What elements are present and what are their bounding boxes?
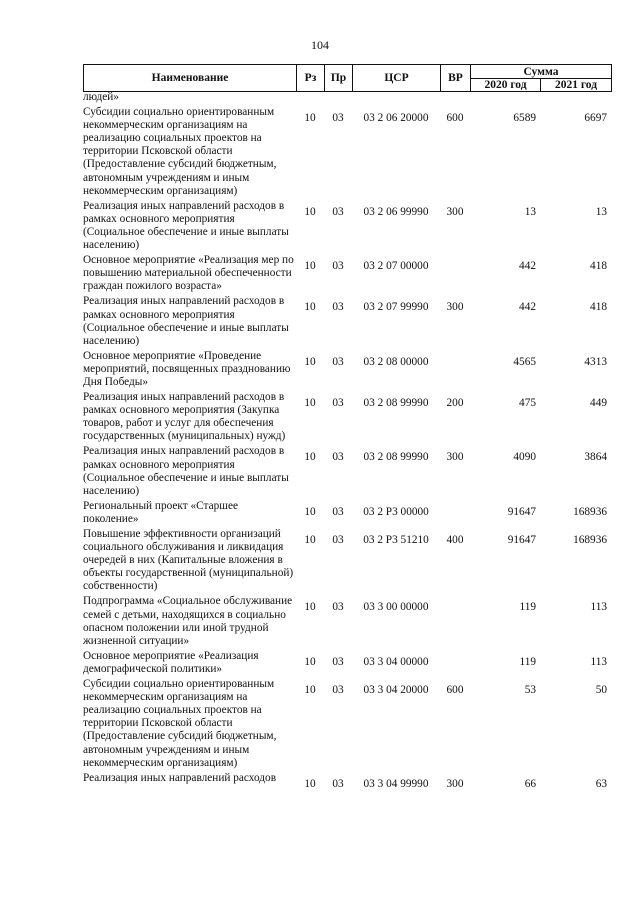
cell-rz: 10 xyxy=(304,397,316,410)
header-sum: Сумма xyxy=(471,65,612,79)
cell-vr: 300 xyxy=(446,451,464,464)
cell-vr: 600 xyxy=(446,684,464,697)
cell-pr: 03 xyxy=(332,260,344,273)
table-row xyxy=(83,391,611,445)
cell-rz: 10 xyxy=(304,655,316,668)
cell-y2: 418 xyxy=(590,301,607,314)
cell-name: Повышение эффективности организаций социального обслуживания и ликвидация очередей в них (Капитальные вложения в объекты государственной (муниципальной) собственности) xyxy=(83,528,294,593)
table-row xyxy=(83,350,611,391)
table-row xyxy=(83,295,611,349)
cell-rz: 10 xyxy=(304,451,316,464)
cell-pr: 03 xyxy=(332,505,344,518)
cell-name: Субсидии социально ориентированным некоммерческим организациям на реализацию социальных проектов на территории Псковской области (Предоставление субсидий бюджетным, автономным учреждениям и иным некоммерческим организациям) xyxy=(83,678,277,769)
cell-pr: 03 xyxy=(332,451,344,464)
cell-csr: 03 2 06 99990 xyxy=(363,205,429,218)
cell-name: Реализация иных направлений расходов в рамках основного мероприятия (Социальное обеспечение и иные выплаты населению) xyxy=(83,295,289,347)
cell-y1: 91647 xyxy=(507,505,536,518)
table-row xyxy=(83,445,611,499)
cell-pr xyxy=(324,91,352,106)
cell-pr: 03 xyxy=(332,684,344,697)
cell-y1: 91647 xyxy=(507,534,536,546)
cell-name: Подпрограмма «Социальное обслуживание семей с детьми, находящихся в социально опасном положении или иной трудной жизненной ситуации» xyxy=(83,595,293,647)
cell-csr: 03 3 04 99990 xyxy=(363,777,429,790)
cell-csr: 03 2 08 00000 xyxy=(363,355,429,368)
table-row xyxy=(83,106,611,200)
cell-name: Реализация иных направлений расходов в рамках основного мероприятия (Социальное обеспечение и иные выплаты населению) xyxy=(83,445,289,497)
cell-y1: 442 xyxy=(519,260,536,273)
cell-vr: 400 xyxy=(446,534,464,546)
cell-pr: 03 xyxy=(332,534,344,546)
cell-y2 xyxy=(540,91,611,106)
cell-csr: 03 2 P3 51210 xyxy=(363,534,429,546)
cell-rz: 10 xyxy=(304,260,316,273)
cell-y2: 418 xyxy=(590,260,607,273)
header-vr: ВР xyxy=(441,65,471,92)
cell-pr: 03 xyxy=(332,397,344,410)
header-year-2020: 2020 год xyxy=(471,79,541,92)
cell-csr: 03 3 04 00000 xyxy=(363,655,429,668)
cell-vr xyxy=(440,595,470,649)
table-row xyxy=(83,595,611,649)
cell-y1: 442 xyxy=(519,301,536,314)
cell-rz: 10 xyxy=(304,505,316,518)
cell-vr: 300 xyxy=(446,205,464,218)
table-row xyxy=(83,650,611,678)
header-csr: ЦСР xyxy=(353,65,441,92)
cell-y2: 113 xyxy=(590,601,607,614)
cell-csr: 03 3 04 20000 xyxy=(363,684,429,697)
table-row xyxy=(83,91,611,106)
cell-csr: 03 2 08 99990 xyxy=(363,451,429,464)
header-name: Наименование xyxy=(84,65,297,92)
header-rz: Рз xyxy=(297,65,325,92)
cell-y2: 3864 xyxy=(584,451,607,464)
cell-y2: 13 xyxy=(595,205,607,218)
cell-y2: 449 xyxy=(590,397,607,410)
cell-name: Реализация иных направлений расходов xyxy=(83,771,277,784)
cell-rz: 10 xyxy=(304,534,316,546)
cell-vr: 300 xyxy=(446,777,464,790)
cell-pr: 03 xyxy=(332,205,344,218)
cell-y2: 168936 xyxy=(573,505,607,518)
cell-vr xyxy=(440,254,470,295)
cell-name: Реализация иных направлений расходов в рамках основного мероприятия (Закупка товаров, работ и услуг для обеспечения государственных (муниципальных) нужд) xyxy=(83,391,286,443)
cell-csr: 03 3 00 00000 xyxy=(363,601,429,614)
cell-rz: 10 xyxy=(304,684,316,697)
cell-rz: 10 xyxy=(304,601,316,614)
cell-y2: 113 xyxy=(590,655,607,668)
budget-table xyxy=(83,91,611,793)
cell-name: Реализация иных направлений расходов в рамках основного мероприятия (Социальное обеспечение и иные выплаты населению) xyxy=(83,199,289,252)
cell-y2: 63 xyxy=(595,777,607,790)
cell-vr: 600 xyxy=(446,112,464,125)
cell-vr xyxy=(440,350,470,391)
table-row xyxy=(83,200,611,254)
cell-name: Региональный проект «Старшее поколение» xyxy=(83,499,239,525)
cell-name: Основное мероприятие «Реализация мер по повышению материальной обеспеченности граждан пожилого возраста» xyxy=(83,254,294,293)
cell-y1 xyxy=(470,91,540,106)
header-pr: Пр xyxy=(325,65,353,92)
cell-y1: 475 xyxy=(519,397,536,410)
cell-pr: 03 xyxy=(332,655,344,668)
cell-pr: 03 xyxy=(332,301,344,314)
cell-y2: 4313 xyxy=(584,355,607,368)
cell-y2: 50 xyxy=(595,684,607,697)
cell-name: Основное мероприятие «Реализация демографической политики» xyxy=(83,649,259,675)
table-row xyxy=(83,500,611,528)
cell-pr: 03 xyxy=(332,112,344,125)
cell-rz: 10 xyxy=(304,777,316,790)
page-number: 104 xyxy=(311,38,329,52)
cell-y1: 4565 xyxy=(513,355,536,368)
cell-csr: 03 2 07 99990 xyxy=(363,301,429,314)
table-row xyxy=(83,254,611,295)
cell-csr xyxy=(352,91,440,106)
cell-vr: 200 xyxy=(446,397,464,410)
cell-vr: 300 xyxy=(446,301,464,314)
cell-csr: 03 2 07 00000 xyxy=(363,260,429,273)
cell-name: людей» xyxy=(83,91,119,103)
cell-vr xyxy=(440,650,470,678)
cell-y1: 119 xyxy=(519,655,536,668)
cell-y1: 119 xyxy=(519,601,536,614)
cell-y1: 4090 xyxy=(513,451,536,464)
cell-y1: 6589 xyxy=(513,112,536,125)
cell-y1: 66 xyxy=(524,777,536,790)
table-row xyxy=(83,528,611,595)
cell-rz: 10 xyxy=(304,112,316,125)
header-year-2021: 2021 год xyxy=(541,79,612,92)
cell-rz: 10 xyxy=(304,301,316,314)
cell-pr: 03 xyxy=(332,355,344,368)
cell-name: Субсидии социально ориентированным некоммерческим организациям на реализацию социальных проектов на территории Псковской области (Предоставление субсидий бюджетным, автономным учреждениям и иным некоммерческим организациям) xyxy=(83,106,277,197)
cell-y2: 168936 xyxy=(573,534,607,546)
cell-vr xyxy=(440,91,470,106)
cell-csr: 03 2 08 99990 xyxy=(363,397,429,410)
cell-pr: 03 xyxy=(332,601,344,614)
table-row xyxy=(83,678,611,772)
cell-pr: 03 xyxy=(332,777,344,790)
table-header xyxy=(83,64,612,92)
table-row xyxy=(83,772,611,793)
cell-rz: 10 xyxy=(304,355,316,368)
cell-y1: 53 xyxy=(524,684,536,697)
cell-y2: 6697 xyxy=(584,112,607,125)
cell-rz xyxy=(296,91,324,106)
cell-vr xyxy=(440,500,470,528)
cell-rz: 10 xyxy=(304,205,316,218)
cell-csr: 03 2 P3 00000 xyxy=(363,505,429,518)
cell-name: Основное мероприятие «Проведение мероприятий, посвященных празднованию Дня Победы» xyxy=(83,349,291,388)
cell-csr: 03 2 06 20000 xyxy=(363,112,429,125)
cell-y1: 13 xyxy=(524,205,536,218)
